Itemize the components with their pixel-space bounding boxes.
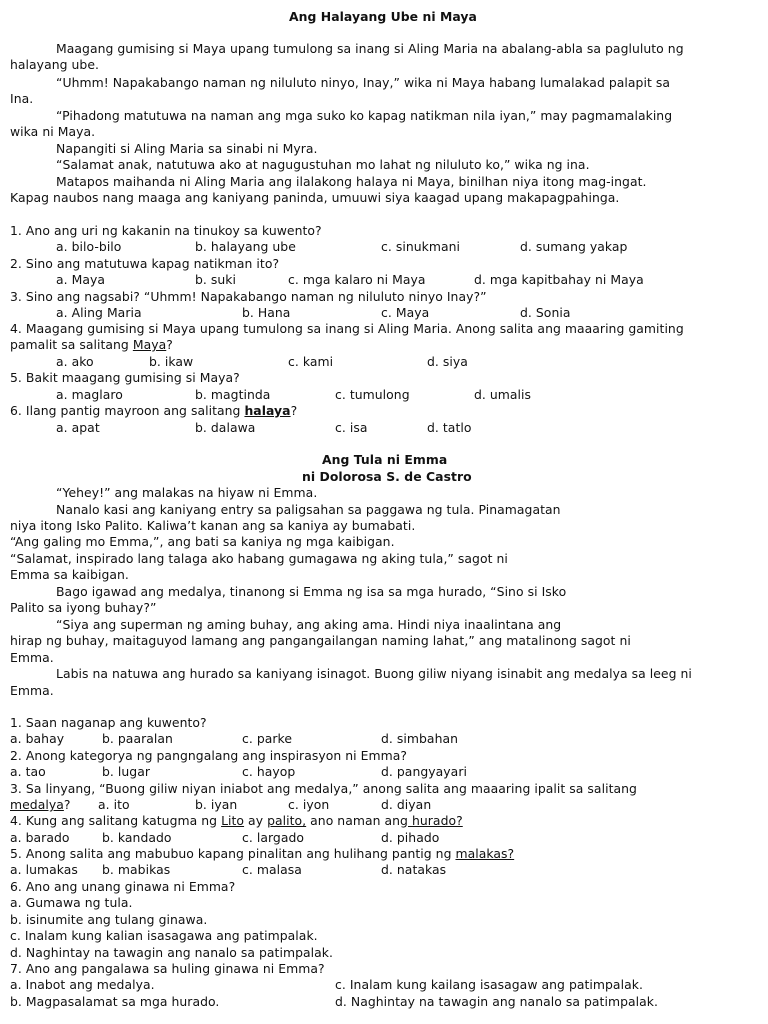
question-text: ? [63, 797, 71, 812]
question-cont [10, 337, 173, 353]
choice: b. iyan [195, 797, 238, 812]
choice: c. malasa [242, 862, 302, 877]
choice: a. Inabot ang medalya. [10, 977, 155, 992]
choice: a. bilo-bilo [56, 239, 122, 254]
choice: a. apat [56, 420, 100, 435]
question-text: 6. Ilang pantig mayroon ang salitang [10, 403, 245, 418]
story2-line: “Yehey!” ang malakas na hiyaw ni Emma. [56, 485, 318, 500]
choice: a. barado [10, 830, 70, 845]
story1-line: Napangiti si Aling Maria sa sinabi ni Myra. [56, 141, 318, 156]
story1-line: “Salamat anak, natutuwa ako at nagugustuhan mo lahat ng niluluto ko,” wika ng ina. [56, 157, 590, 172]
story2-line: niya itong Isko Palito. Kaliwa’t kanan ang sa kaniya ay bumabati. [10, 518, 416, 533]
choice: a. Gumawa ng tula. [10, 895, 133, 910]
story1-line: halayang ube. [10, 57, 99, 72]
story1-line: Maagang gumising si Maya upang tumulong sa inang si Aling Maria na abalang-abla sa pagluluto ng [56, 41, 684, 56]
choice: d. diyan [381, 797, 432, 812]
question-text: ano naman ang [306, 813, 408, 828]
story2-line: Labis na natuwa ang hurado sa kaniyang isinagot. Buong giliw niyang isinabit ang medalya sa leeg ni [56, 666, 692, 681]
question-text: ? [166, 337, 173, 352]
choice: b. lugar [102, 764, 150, 779]
question-text: 5. Anong salita ang mabubuo kapang pinalitan ang hulihang pantig ng [10, 846, 456, 861]
story1-line: “Pihadong matutuwa na naman ang mga suko ko kapag natikman nila iyan,” may pagmamalaking [56, 108, 673, 123]
choice: c. sinukmani [381, 239, 461, 254]
choice: a. Maya [56, 272, 106, 287]
question [10, 846, 514, 862]
story2-title: Ang Tula ni Emma [322, 452, 448, 467]
underlined-word: Lito [221, 813, 245, 828]
choice: b. suki [195, 272, 237, 287]
story2-line: Palito sa iyong buhay?” [10, 600, 157, 615]
question: 2. Sino ang matutuwa kapag natikman ito? [10, 256, 280, 271]
choice: d. Naghintay na tawagin ang nanalo sa patimpalak. [10, 945, 333, 960]
choice: a. bahay [10, 731, 65, 746]
story2-line: Emma. [10, 650, 54, 665]
choice: c. largado [242, 830, 305, 845]
question: 4. Maagang gumising si Maya upang tumulong sa inang si Aling Maria. Anong salita ang maaaring gamiting [10, 321, 684, 336]
story2-line: Emma. [10, 683, 54, 698]
underlined-word: halaya [244, 403, 291, 418]
choice: b. dalawa [195, 420, 256, 435]
underlined-word: medalya [10, 797, 64, 812]
choice: b. ikaw [149, 354, 194, 369]
story1-line: Matapos maihanda ni Aling Maria ang ilalakong halaya ni Maya, binilhan niya itong mag-ingat. [56, 174, 647, 189]
choice: c. Maya [381, 305, 430, 320]
choice: d. sumang yakap [520, 239, 628, 254]
underlined-word: malakas? [455, 846, 515, 861]
story1-line: Kapag naubos nang maaga ang kaniyang paninda, umuuwi siya kaagad upang makapagpahinga. [10, 190, 620, 205]
question-text: ay [244, 813, 268, 828]
choice: d. Sonia [520, 305, 571, 320]
choice: a. Aling Maria [56, 305, 142, 320]
question [10, 813, 463, 829]
question-text: ? [290, 403, 298, 418]
choice: b. isinumite ang tulang ginawa. [10, 912, 208, 927]
choice: c. Inalam kung kalian isasagawa ang patimpalak. [10, 928, 318, 943]
story2-line: “Siya ang superman ng aming buhay, ang aking ama. Hindi niya inaalintana ang [56, 617, 562, 632]
question: 1. Saan naganap ang kuwento? [10, 715, 207, 730]
choice: d. pihado [381, 830, 440, 845]
underlined-word: hurado? [407, 813, 463, 828]
question: 2. Anong kategorya ng pangngalang ang inspirasyon ni Emma? [10, 748, 408, 763]
choice: b. paaralan [102, 731, 173, 746]
choice: d. natakas [381, 862, 447, 877]
choice: d. tatlo [427, 420, 472, 435]
question: 7. Ano ang pangalawa sa huling ginawa ni Emma? [10, 961, 325, 976]
story2-line: hirap ng buhay, maitaguyod lamang ang pangangailangan naming lahat,” ang matalinong sagot ni [10, 633, 631, 648]
underlined-word: palito, [267, 813, 307, 828]
story1-title: Ang Halayang Ube ni Maya [289, 9, 477, 24]
question-cont [10, 797, 71, 813]
story1-line: Ina. [10, 91, 34, 106]
story1-line: wika ni Maya. [10, 124, 96, 139]
choice: d. Naghintay na tawagin ang nanalo sa patimpalak. [335, 994, 658, 1009]
question [10, 403, 297, 419]
story2-line: Emma sa kaibigan. [10, 567, 129, 582]
choice: a. ako [56, 354, 94, 369]
question: 3. Sino ang nagsabi? “Uhmm! Napakabango naman ng niluluto ninyo Inay?” [10, 289, 487, 304]
story2-line: “Salamat, inspirado lang talaga ako habang gumagawa ng aking tula,” sagot ni [10, 551, 508, 566]
choice: b. halayang ube [195, 239, 296, 254]
choice: b. magtinda [195, 387, 271, 402]
question: 5. Bakit maagang gumising si Maya? [10, 370, 240, 385]
question: 1. Ano ang uri ng kakanin na tinukoy sa kuwento? [10, 223, 322, 238]
choice: a. tao [10, 764, 46, 779]
choice: d. simbahan [381, 731, 459, 746]
underlined-word: Maya [132, 337, 167, 352]
choice: d. mga kapitbahay ni Maya [474, 272, 644, 287]
choice: c. kami [288, 354, 334, 369]
choice: a. maglaro [56, 387, 123, 402]
choice: d. umalis [474, 387, 532, 402]
story1-line: “Uhmm! Napakabango naman ng niluluto ninyo, Inay,” wika ni Maya habang lumalakad palapit sa [56, 75, 670, 90]
choice: c. Inalam kung kailang isasagaw ang patimpalak. [335, 977, 643, 992]
question-text: 4. Kung ang salitang katugma ng [10, 813, 222, 828]
choice: c. isa [335, 420, 368, 435]
choice: b. Magpasalamat sa mga hurado. [10, 994, 220, 1009]
choice: b. mabikas [102, 862, 171, 877]
choice: c. tumulong [335, 387, 410, 402]
choice: b. Hana [242, 305, 291, 320]
question: 3. Sa linyang, “Buong giliw niyan iniabot ang medalya,” anong salita ang maaaring ipalit sa salitang [10, 781, 637, 796]
choice: c. parke [242, 731, 292, 746]
story2-line: Bago igawad ang medalya, tinanong si Emma ng isa sa mga hurado, “Sino si Isko [56, 584, 567, 599]
choice: c. iyon [288, 797, 330, 812]
story2-line: Nanalo kasi ang kaniyang entry sa paligsahan sa paggawa ng tula. Pinamagatan [56, 502, 561, 517]
choice: a. lumakas [10, 862, 78, 877]
choice: c. mga kalaro ni Maya [288, 272, 426, 287]
story2-line: “Ang galing mo Emma,”, ang bati sa kaniya ng mga kaibigan. [10, 534, 395, 549]
choice: d. siya [427, 354, 468, 369]
choice: a. ito [98, 797, 130, 812]
choice: b. kandado [102, 830, 172, 845]
story2-author: ni Dolorosa S. de Castro [302, 469, 472, 484]
choice: c. hayop [242, 764, 296, 779]
question-text: pamalit sa salitang [10, 337, 133, 352]
question: 6. Ano ang unang ginawa ni Emma? [10, 879, 236, 894]
choice: d. pangyayari [381, 764, 467, 779]
